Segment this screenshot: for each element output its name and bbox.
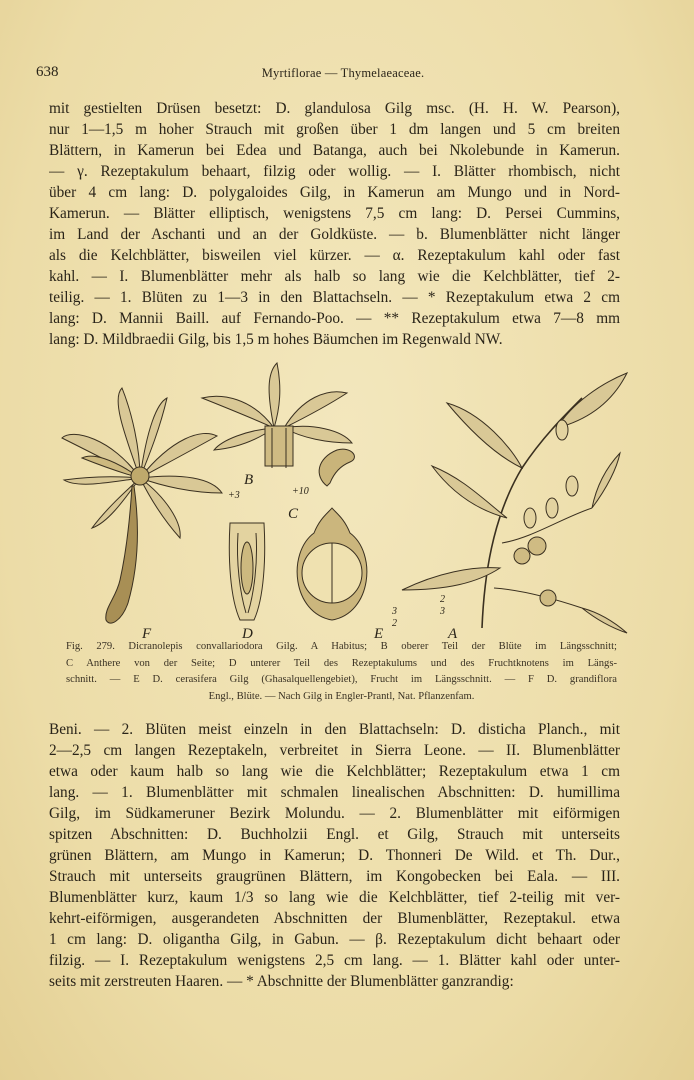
body-text-line: 2—2,5 cm langen Rezeptakeln, verbreitet in Sierra Leone. — II. Blumenblätter (49, 742, 620, 759)
body-text-line: im Land der Aschanti und an der Goldküste. — b. Blumenblätter nicht länger (49, 226, 620, 243)
body-text-line: Kamerun. — Blätter elliptisch, wenigstens 7,5 cm lang: D. Persei Cummins, (49, 205, 620, 222)
figure-label-c: C (288, 506, 299, 522)
body-text-line: Beni. — 2. Blüten meist einzeln in den Blattachseln: D. disticha Planch., mit (49, 721, 620, 738)
figure-e-fruit (297, 508, 367, 620)
page-number: 638 (36, 64, 59, 80)
figure-mag-a-num: 2 (440, 594, 445, 605)
body-text-line: etwa oder kaum halb so lang wie die Kelchblätter; Rezeptakulum etwa 1 cm (49, 763, 620, 780)
body-text-line: lang. — 1. Blumenblätter mit schmalen linealischen Abschnitten: D. humillima (49, 784, 620, 801)
body-paragraph-top (49, 98, 620, 350)
body-paragraph-bottom (49, 719, 620, 992)
figure-a-habit (402, 373, 627, 633)
figure-label-d: D (242, 626, 253, 640)
body-text-line: Blättern, in Kamerun bei Edea und Batanga, auch bei Nkolebunde in Kamerun. (49, 142, 620, 159)
figure-mag-e-den: 2 (392, 618, 397, 629)
body-text-line: Blumenblätter kurz, kaum 1/3 so lang wie die Kelchblätter, tief 2-teilig mit ver- (49, 889, 620, 906)
body-text-line: lang: D. Mannii Baill. auf Fernando-Poo. — ** Rezeptakulum etwa 7—8 mm (49, 310, 620, 327)
body-text-line: Gilg, im Südkameruner Bezirk Molundu. — 2. Blumenblätter mit eiförmigen (49, 805, 620, 822)
body-text-line: — γ. Rezeptakulum behaart, filzig oder wollig. — I. Blätter rhombisch, nicht (49, 163, 620, 180)
page-header (36, 64, 650, 84)
body-text-line: 1 cm lang: D. oligantha Gilg, in Gabun. — β. Rezeptakulum dicht behaart oder (49, 931, 620, 948)
figure-b-section (202, 363, 352, 468)
body-text-line: nur 1—1,5 m hoher Strauch mit großen über 1 dm langen und 5 cm breiten (49, 121, 620, 138)
body-text-line: kahl. — I. Blumenblätter mehr als halb so lang wie die Kelchblätter, tief 2- (49, 268, 620, 285)
caption-line: C Anthere von der Seite; D unterer Teil des Rezeptakulums und des Fruchtknotens im Längs- (66, 657, 617, 669)
figure-mag-a-den: 3 (440, 606, 445, 617)
figure-label-a: A (448, 626, 458, 640)
figure-mag-b: +3 (228, 490, 240, 501)
caption-line: schnitt. — E D. cerasifera Gilg (Ghasalquellengebiet), Frucht im Längsschnitt. — F D. grandiflora (66, 674, 617, 685)
figure-label-b: B (244, 472, 254, 488)
figure-label-f: F (142, 626, 152, 640)
figure-d-section (229, 523, 264, 620)
caption-line: Engl., Blüte. — Nach Gilg in Engler-Prantl, Nat. Pflanzenfam. (208, 690, 475, 702)
body-text-line: teilig. — 1. Blüten zu 1—3 in den Blattachseln. — * Rezeptakulum etwa 2 cm (49, 289, 620, 306)
figure-mag-e-num: 3 (392, 606, 397, 617)
body-text-line: grünen Blättern, am Mungo in Kamerun; D. Thonneri De Wild. et Th. Dur., (49, 847, 620, 864)
body-text-line: spitzen Abschnitten: D. Buchholzii Engl. et Gilg, Strauch mit unterseits (49, 826, 620, 843)
figure-c-anther (319, 449, 354, 486)
botanical-figure-279 (52, 358, 632, 640)
figure-f-flower (62, 388, 222, 623)
caption-line: Fig. 279. Dicranolepis convallariodora Gilg. A Habitus; B oberer Teil der Blüte im Längsschnitt; (66, 641, 617, 652)
figure-caption (66, 639, 617, 705)
body-text-line: lang: D. Mildbraedii Gilg, bis 1,5 m hohes Bäumchen im Regenwald NW. (49, 331, 503, 348)
body-text-line: mit gestielten Drüsen besetzt: D. glandulosa Gilg msc. (H. H. W. Pearson), (49, 100, 620, 117)
body-text-line: filzig. — I. Rezeptakulum wenigstens 2,5 cm lang. — 1. Blätter kahl oder unter- (49, 952, 620, 969)
body-text-line: seits mit zerstreuten Haaren. — * Abschnitte der Blumenblätter ganzrandig: (49, 973, 514, 990)
body-text-line: über 4 cm lang: D. polygaloides Gilg, in Kamerun am Mungo und in Nord- (49, 184, 620, 201)
figure-mag-c: +10 (292, 486, 309, 497)
figure-label-e: E (374, 626, 384, 640)
body-text-line: als die Kelchblätter, bisweilen viel kürzer. — α. Rezeptakulum kahl oder fast (49, 247, 620, 264)
body-text-line: Strauch mit unterseits graugrünen Blättern, im Kongobecken bei Eala. — III. (49, 868, 620, 885)
running-title: Myrtiflorae — Thymelaeaceae. (261, 66, 425, 80)
body-text-line: kehrt-eiförmigen, ausgerandeten Abschnitten der Blumenblätter, Rezeptakul. etwa (49, 910, 620, 927)
